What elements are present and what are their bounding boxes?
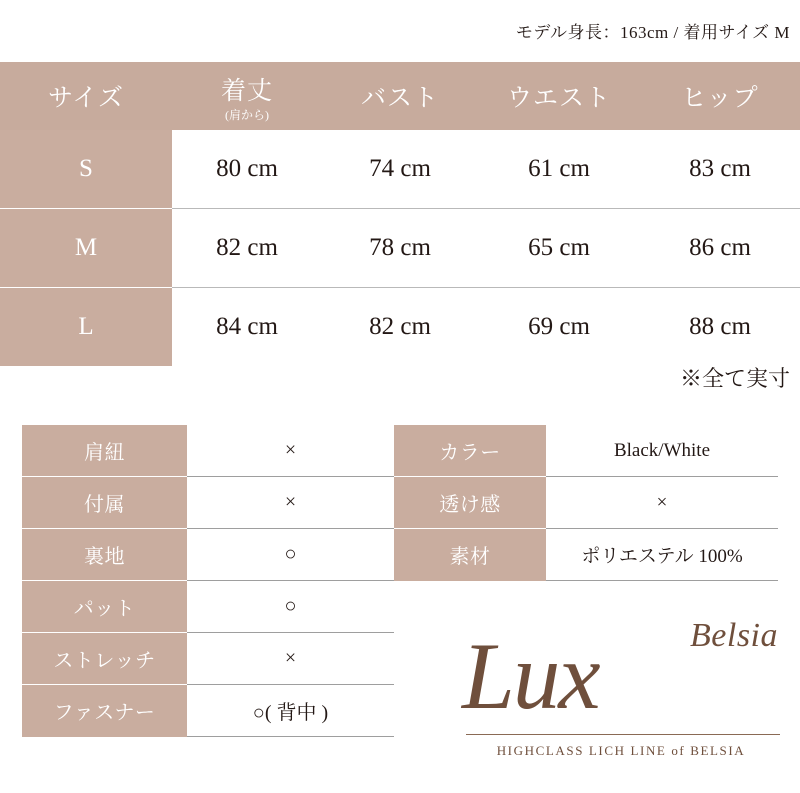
header-bust-label: バスト (360, 85, 439, 112)
header-bust (322, 62, 478, 130)
size-table (0, 62, 800, 366)
spec-key: 肩紐 (22, 425, 187, 477)
row-waist-value: 69 cm (528, 313, 590, 340)
spec-key: 付属 (22, 477, 187, 529)
list-item (22, 685, 394, 737)
spec-table-right (394, 425, 778, 581)
spec-value: ポリエステル 100% (546, 529, 778, 581)
row-bust-value: 74 cm (322, 130, 478, 209)
header-hip (640, 62, 800, 130)
list-item (394, 529, 778, 581)
table-row (0, 130, 800, 209)
row-bust-value: 78 cm (322, 209, 478, 288)
spec-key: ファスナー (22, 685, 187, 737)
brand-logo (456, 615, 786, 765)
header-size-label: サイズ (47, 85, 124, 112)
size-table-head (0, 62, 800, 130)
spec-key: 素材 (394, 529, 546, 581)
spec-value: ○ (187, 581, 394, 633)
header-length (172, 62, 322, 130)
row-length-value: 80 cm (172, 130, 322, 209)
spec-value: × (546, 477, 778, 529)
spec-key: パット (22, 581, 187, 633)
header-waist (478, 62, 640, 130)
table-row (0, 209, 800, 288)
spec-key: ストレッチ (22, 633, 187, 685)
row-length-value: 82 cm (172, 209, 322, 288)
row-waist-value: 65 cm (478, 209, 640, 288)
list-item (22, 425, 394, 477)
header-length-sub: (肩から) (225, 108, 269, 122)
row-bust-value: 82 cm (369, 313, 431, 340)
header-waist-label: ウエスト (506, 85, 611, 112)
list-item (394, 425, 778, 477)
row-size-label: M (0, 209, 172, 288)
row-length-value: 84 cm (216, 313, 278, 340)
spec-value: Black/White (546, 425, 778, 477)
size-table-header-row (0, 62, 800, 130)
spec-key: 透け感 (394, 477, 546, 529)
header-length-label: 着丈 (220, 78, 273, 105)
list-item (22, 581, 394, 633)
row-hip-value: 86 cm (640, 209, 800, 288)
table-row (0, 288, 800, 367)
spec-table-left (22, 425, 394, 737)
row-size-label: S (0, 130, 172, 209)
size-table-body (0, 130, 800, 366)
spec-key: カラー (394, 425, 546, 477)
list-item (394, 477, 778, 529)
spec-value: ○ (187, 529, 394, 581)
logo-brand-main: Lux (462, 623, 599, 729)
header-hip-label: ヒップ (681, 85, 759, 112)
list-item (22, 529, 394, 581)
actual-measurement-note: ※全て実寸 (679, 366, 790, 391)
logo-brand-top: Belsia (690, 617, 778, 654)
spec-value: × (187, 425, 394, 477)
list-item (22, 477, 394, 529)
spec-key: 裏地 (22, 529, 187, 581)
logo-tagline: HIGHCLASS LICH LINE of BELSIA (496, 743, 746, 758)
row-hip-value: 83 cm (640, 130, 800, 209)
model-note: モデル身長：163cm / 着用サイズ M (515, 23, 790, 42)
header-size (0, 62, 172, 130)
spec-value: × (187, 633, 394, 685)
spec-value: × (187, 477, 394, 529)
row-hip-value: 88 cm (689, 313, 751, 340)
row-size-label: L (0, 288, 172, 367)
spec-value: ○( 背中 ) (187, 685, 394, 737)
list-item (22, 633, 394, 685)
row-waist-value: 61 cm (478, 130, 640, 209)
logo-divider (466, 734, 780, 735)
